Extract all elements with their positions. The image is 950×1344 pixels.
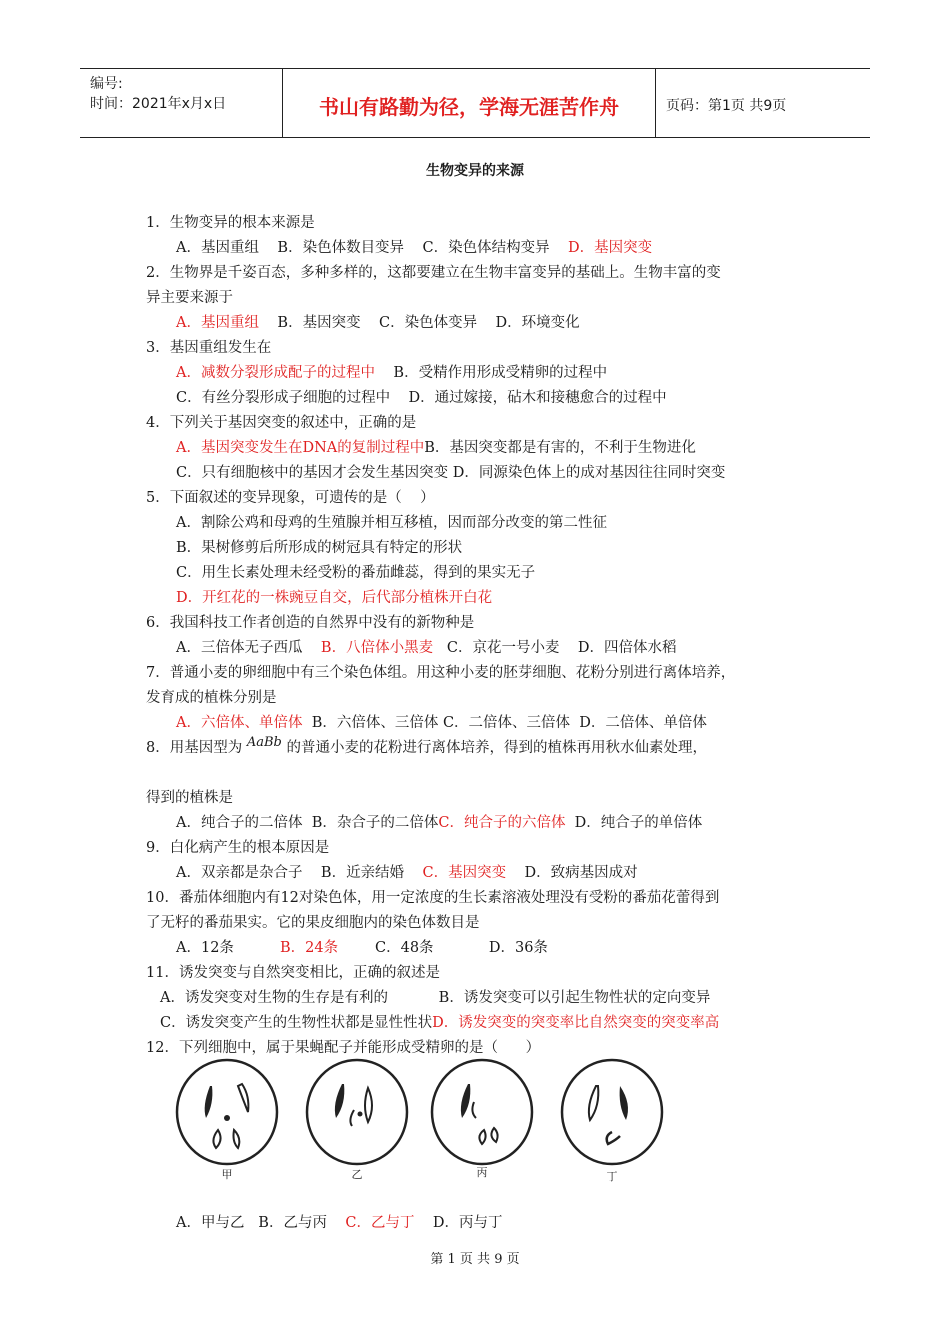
answer-text: B．八倍体小黑麦 xyxy=(320,640,434,656)
cell-label-jia: 甲 xyxy=(221,1168,233,1181)
question-text: 4．下列关于基因突变的叙述中，正确的是 xyxy=(146,415,417,431)
question-text: A．双亲都是杂合子 B．近亲结婚 xyxy=(176,865,423,881)
text-line xyxy=(146,888,719,908)
question-text: C．用生长素处理未经受粉的番茄雌蕊，得到的果实无子 xyxy=(176,565,536,581)
text-line xyxy=(176,713,707,733)
question-text: 9．白化病产生的根本原因是 xyxy=(146,840,330,856)
text-line xyxy=(176,313,580,333)
text-line xyxy=(176,638,677,658)
text-line xyxy=(176,1213,503,1233)
question-text: B．受精作用形成受精卵的过程中 xyxy=(374,365,608,381)
text-line xyxy=(160,1013,719,1033)
answer-text: A．减数分裂形成配子的过程中 xyxy=(176,365,375,381)
question-text: 6．我国科技工作者创造的自然界中没有的新物种是 xyxy=(146,615,475,631)
answer-text: C．基因突变 xyxy=(422,865,507,881)
answer-text: A．基因重组 xyxy=(176,315,259,331)
chromosome-figure xyxy=(172,1056,672,1186)
text-line xyxy=(146,663,735,683)
question-text: A．纯合子的二倍体 B．杂合子的二倍体 xyxy=(176,815,439,831)
text-line xyxy=(176,388,667,408)
question-text: 异主要来源于 xyxy=(146,290,233,306)
question-text: 5．下面叙述的变异现象，可遗传的是（ ） xyxy=(146,490,435,506)
question-8 xyxy=(146,735,707,759)
question-text: 11．诱发突变与自然突变相比，正确的叙述是 xyxy=(146,965,440,981)
text-line xyxy=(146,413,416,433)
question-text: C．有丝分裂形成子细胞的过程中 D．通过嫁接，砧木和接穗愈合的过程中 xyxy=(176,390,667,406)
question-text: B．果树修剪后所形成的树冠具有特定的形状 xyxy=(176,540,463,556)
answer-text: D．基因突变 xyxy=(568,240,653,256)
header-motto: 书山有路勤为径，学海无涯苦作舟 xyxy=(319,95,619,119)
text-line xyxy=(146,963,440,983)
text-line xyxy=(176,563,535,583)
question-text: 3．基因重组发生在 xyxy=(146,340,272,356)
header-meta xyxy=(80,69,283,137)
text-line xyxy=(146,913,480,933)
cell-yi xyxy=(307,1060,407,1164)
question-text: 发育成的植株分别是 xyxy=(146,690,277,706)
text-line xyxy=(176,588,492,608)
answer-text: C．纯合子的六倍体 xyxy=(438,815,566,831)
text-line xyxy=(146,213,315,233)
question-text: C．京花一号小麦 D．四倍体水稻 xyxy=(433,640,677,656)
question-text: 1．生物变异的根本来源是 xyxy=(146,215,315,231)
text-line xyxy=(176,538,462,558)
text-line xyxy=(146,613,474,633)
question-text: A．12条 xyxy=(176,940,281,956)
question-text: 7．普通小麦的卵细胞中有三个染色体组。用这种小麦的胚芽细胞、花粉分别进行离体培养， xyxy=(146,665,736,681)
header-page-cell xyxy=(656,69,870,137)
question-text: D．丙与丁 xyxy=(414,1215,503,1231)
text-line xyxy=(176,513,607,533)
page-footer: 第 1 页 共 9 页 xyxy=(430,1252,520,1267)
text-line xyxy=(146,263,721,283)
document-header xyxy=(80,68,870,138)
text-line xyxy=(146,1038,540,1058)
cell-label-bing: 丙 xyxy=(476,1166,488,1179)
answer-text: B．24条 xyxy=(280,940,339,956)
question-text: B．基因突变 C．染色体变异 D．环境变化 xyxy=(258,315,580,331)
text-line xyxy=(146,788,233,808)
question-text: C．48条 D．36条 xyxy=(338,940,548,956)
answer-text: C．乙与丁 xyxy=(345,1215,415,1231)
q8-before: 8．用基因型为 xyxy=(146,740,247,756)
text-line xyxy=(176,363,607,383)
question-text: 了无籽的番茄果实。它的果皮细胞内的染色体数目是 xyxy=(146,915,480,931)
text-line xyxy=(146,838,329,858)
question-text: D．纯合子的单倍体 xyxy=(565,815,703,831)
question-text: C．诱发突变产生的生物性状都是显性性状 xyxy=(160,1015,433,1031)
text-line xyxy=(176,938,548,958)
question-text: 12．下列细胞中，属于果蝇配子并能形成受精卵的是（ ） xyxy=(146,1040,541,1056)
text-line xyxy=(176,463,725,483)
question-text: 得到的植株是 xyxy=(146,790,233,806)
cell-ding xyxy=(562,1060,662,1164)
text-line xyxy=(146,288,233,308)
text-line xyxy=(160,988,710,1008)
q8-after: 的普通小麦的花粉进行离体培养，得到的植株再用秋水仙素处理， xyxy=(281,740,707,756)
answer-text: D．诱发突变的突变率比自然突变的突变率高 xyxy=(432,1015,720,1031)
question-text: 10．番茄体细胞内有12对染色体，用一定浓度的生长素溶液处理没有受粉的番茄花蕾得到 xyxy=(146,890,720,906)
text-line xyxy=(176,238,652,258)
text-line xyxy=(146,688,277,708)
question-text: A．诱发突变对生物的生存是有利的 B．诱发突变可以引起生物性状的定向变异 xyxy=(160,990,711,1006)
question-text: C．只有细胞核中的基因才会发生基因突变 D．同源染色体上的成对基因往往同时突变 xyxy=(176,465,726,481)
q8-genotype: AaBb xyxy=(246,735,282,750)
text-line xyxy=(146,488,435,508)
question-text: B．基因突变都是有害的，不利于生物进化 xyxy=(424,440,696,456)
cells-svg xyxy=(172,1056,672,1186)
page-title: 生物变异的来源 xyxy=(426,163,524,179)
number-label: 编号: xyxy=(90,76,123,92)
question-text: B．六倍体、三倍体 C．二倍体、三倍体 D．二倍体、单倍体 xyxy=(302,715,707,731)
text-line xyxy=(176,813,702,833)
cell-label-yi: 乙 xyxy=(351,1168,363,1181)
question-text: A．割除公鸡和母鸡的生殖腺并相互移植，因而部分改变的第二性征 xyxy=(176,515,607,531)
text-line xyxy=(146,338,271,358)
question-text: 2．生物界是千姿百态，多种多样的，这都要建立在生物丰富变异的基础上。生物丰富的变 xyxy=(146,265,721,281)
cell-bing xyxy=(432,1060,532,1164)
question-text: A．基因重组 B．染色体数目变异 C．染色体结构变异 xyxy=(176,240,569,256)
answer-text: A．六倍体、单倍体 xyxy=(176,715,303,731)
text-line xyxy=(176,438,696,458)
question-text: A．甲与乙 B．乙与丙 xyxy=(176,1215,346,1231)
time-label: 时间：2021年x月x日 xyxy=(90,96,227,112)
page-label: 页码：第1页 共9页 xyxy=(666,98,787,114)
question-text: D．致病基因成对 xyxy=(506,865,638,881)
question-text: A．三倍体无子西瓜 xyxy=(176,640,321,656)
text-line xyxy=(176,863,638,883)
header-motto-cell xyxy=(283,69,656,137)
answer-text: D．开红花的一株豌豆自交，后代部分植株开白花 xyxy=(176,590,493,606)
answer-text: A．基因突变发生在DNA的复制过程中 xyxy=(176,440,425,456)
cell-jia xyxy=(177,1060,277,1164)
cell-label-ding: 丁 xyxy=(606,1170,618,1183)
